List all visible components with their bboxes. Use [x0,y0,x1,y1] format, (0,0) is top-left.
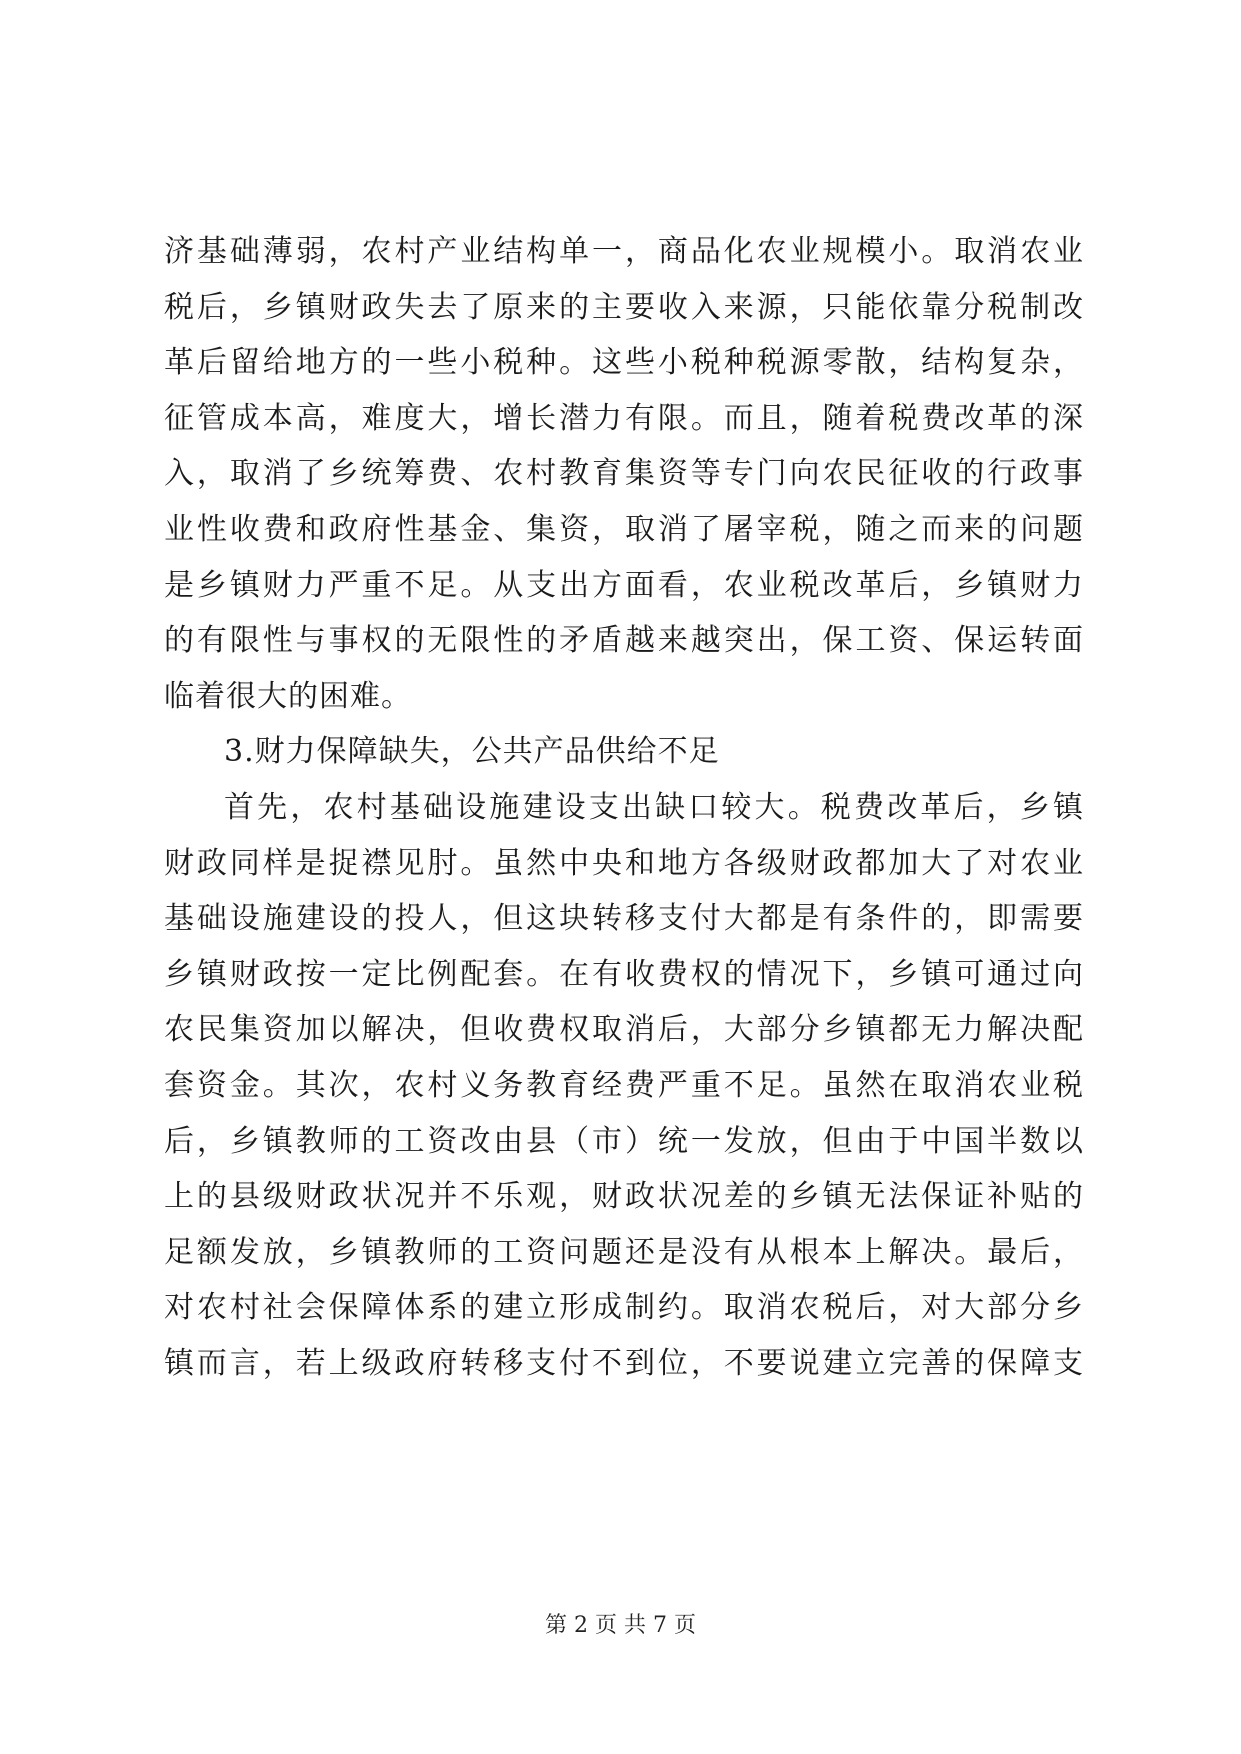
text-line: 财政同样是捉襟见肘。虽然中央和地方各级财政都加大了对农业 [164,845,1084,881]
text-line: 革后留给地方的一些小税种。这些小税种税源零散，结构复杂， [164,345,1084,381]
text-line: 征管成本高，难度大，增长潜力有限。而且，随着税费改革的深 [164,400,1084,436]
text-line: 套资金。其次，农村义务教育经费严重不足。虽然在取消农业税 [164,1067,1084,1103]
text-line: 对农村社会保障体系的建立形成制约。取消农税后，对大部分乡 [164,1290,1084,1326]
text-line: 乡镇财政按一定比例配套。在有收费权的情况下，乡镇可通过向 [164,956,1084,992]
text-line: 首先，农村基础设施建设支出缺口较大。税费改革后，乡镇 [224,789,1084,825]
text-line: 农民集资加以解决，但收费权取消后，大部分乡镇都无力解决配 [164,1012,1084,1048]
section-heading: 3.财力保障缺失，公共产品供给不足 [224,734,720,770]
text-line: 上的县级财政状况并不乐观，财政状况差的乡镇无法保证补贴的 [164,1179,1084,1215]
body-text [164,224,1084,1391]
text-line: 临着很大的困难。 [164,678,412,714]
page-number-footer: 第 2 页 共 7 页 [545,1613,696,1638]
text-line: 济基础薄弱，农村产业结构单一，商品化农业规模小。取消农业 [164,234,1084,269]
text-line: 业性收费和政府性基金、集资，取消了屠宰税，随之而来的问题 [164,511,1084,547]
text-line: 税后，乡镇财政失去了原来的主要收入来源，只能依靠分税制改 [164,289,1084,325]
text-line: 足额发放，乡镇教师的工资问题还是没有从根本上解决。最后， [164,1234,1084,1270]
text-line: 的有限性与事权的无限性的矛盾越来越突出，保工资、保运转面 [164,623,1084,659]
text-line: 后，乡镇教师的工资改由县（市）统一发放，但由于中国半数以 [164,1123,1084,1159]
text-line: 入，取消了乡统筹费、农村教育集资等专门向农民征收的行政事 [164,456,1084,492]
text-line: 基础设施建设的投人，但这块转移支付大都是有条件的，即需要 [164,901,1084,937]
text-line: 镇而言，若上级政府转移支付不到位，不要说建立完善的保障支 [164,1345,1084,1381]
text-line: 是乡镇财力严重不足。从支出方面看，农业税改革后，乡镇财力 [164,567,1084,603]
